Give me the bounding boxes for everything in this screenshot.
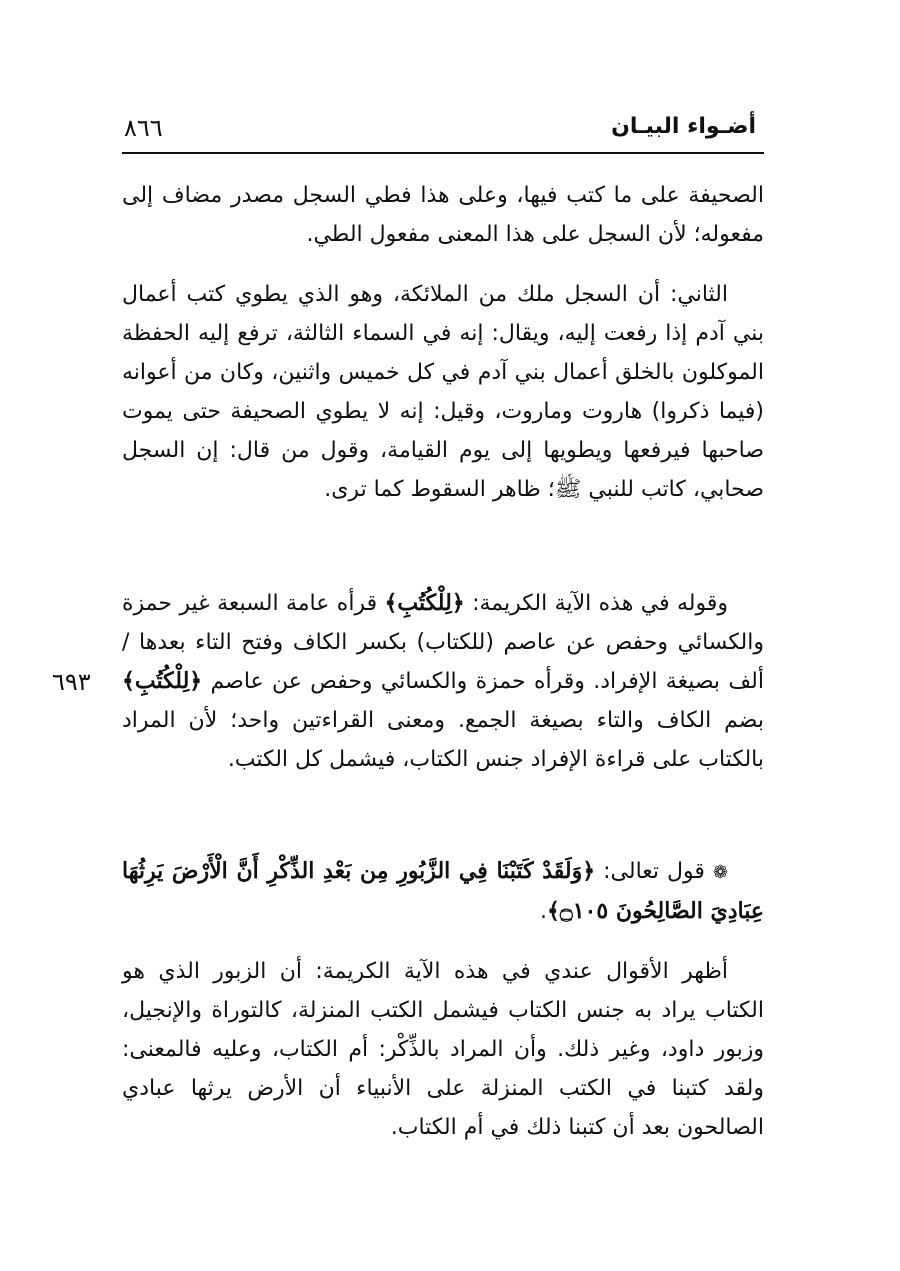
verse-heading <box>122 852 764 931</box>
star-ornament-icon: ❁ <box>712 862 728 883</box>
page-number: ٨٦٦ <box>124 114 163 142</box>
page-header <box>122 110 764 154</box>
quran-verse: ﴿وَلَقَدْ كَتَبْنَا فِي الزَّبُورِ مِن بَعْدِ الذِّكْرِ أَنَّ الْأَرْضَ يَرِثُهَا عِبَادِيَ الصَّالِحُونَ ۝١٠٥﴾ <box>122 858 764 924</box>
quran-word-1: ﴿لِلْكُتُبِ﴾ <box>384 590 465 616</box>
book-title: أضـواء البيـان <box>611 114 756 139</box>
quran-word-2: ﴿لِلْكُتُبِ﴾ <box>122 668 203 694</box>
verse-end: . <box>539 899 547 924</box>
paragraph-5: أظهر الأقوال عندي في هذه الآية الكريمة: أن الزبور الذي هو الكتاب يراد به جنس الكتاب فيشمل الكتب المنزلة، كالتوراة والإنجيل، وزبور داود، وغير ذلك. وأن المراد بالذِّكْر: أم الكتاب، وعليه فالمعنى: ولقد كتبنا في الكتب المنزلة على الأنبياء أن الأرض يرثها عبادي الصالحون بعد أن كتبنا ذلك في أم الكتاب. <box>122 959 764 1140</box>
paragraph-3-part-b: قرأه عامة السبعة غير حمزة والكسائي وحفص عن عاصم (للكتاب) بكسر الكاف وفتح التاء بعدها / ألف بصيغة الإفراد. وقرأه حمزة والكسائي وحفص عن عاصم <box>122 591 764 694</box>
margin-page-reference: ٦٩٣ <box>52 668 91 696</box>
paragraph-1: الصحيفة على ما كتب فيها، وعلى هذا فطي السجل مصدر مضاف إلى مفعوله؛ لأن السجل على هذا المعنى مفعول الطي. <box>122 183 764 247</box>
paragraph-2: الثاني: أن السجل ملك من الملائكة، وهو الذي يطوي كتب أعمال بني آدم إذا رفعت إليه، ويقال: إنه في السماء الثالثة، ترفع إليه الحفظة الموكلون بالخلق أعمال بني آدم في كل خميس واثنين، وكان من أعوانه (فيما ذكروا) هاروت وماروت، وقيل: إنه لا يطوي الصحيفة حتى يموت صاحبها فيرفعها ويطويها إلى يوم القيامة، وقول من قال: إن السجل صحابي، كاتب للنبي ﷺ؛ ظاهر السقوط كما ترى. <box>122 282 764 502</box>
verse-intro: قول تعالى: <box>595 859 713 884</box>
paragraph-3-part-a: وقوله في هذه الآية الكريمة: <box>464 591 728 616</box>
paragraph-3-part-c: بضم الكاف والتاء بصيغة الجمع. ومعنى القراءتين واحد؛ لأن المراد بالكتاب على قراءة الإفراد جنس الكتاب، فيشمل كل الكتب. <box>122 708 764 772</box>
paragraph-3 <box>122 584 764 779</box>
